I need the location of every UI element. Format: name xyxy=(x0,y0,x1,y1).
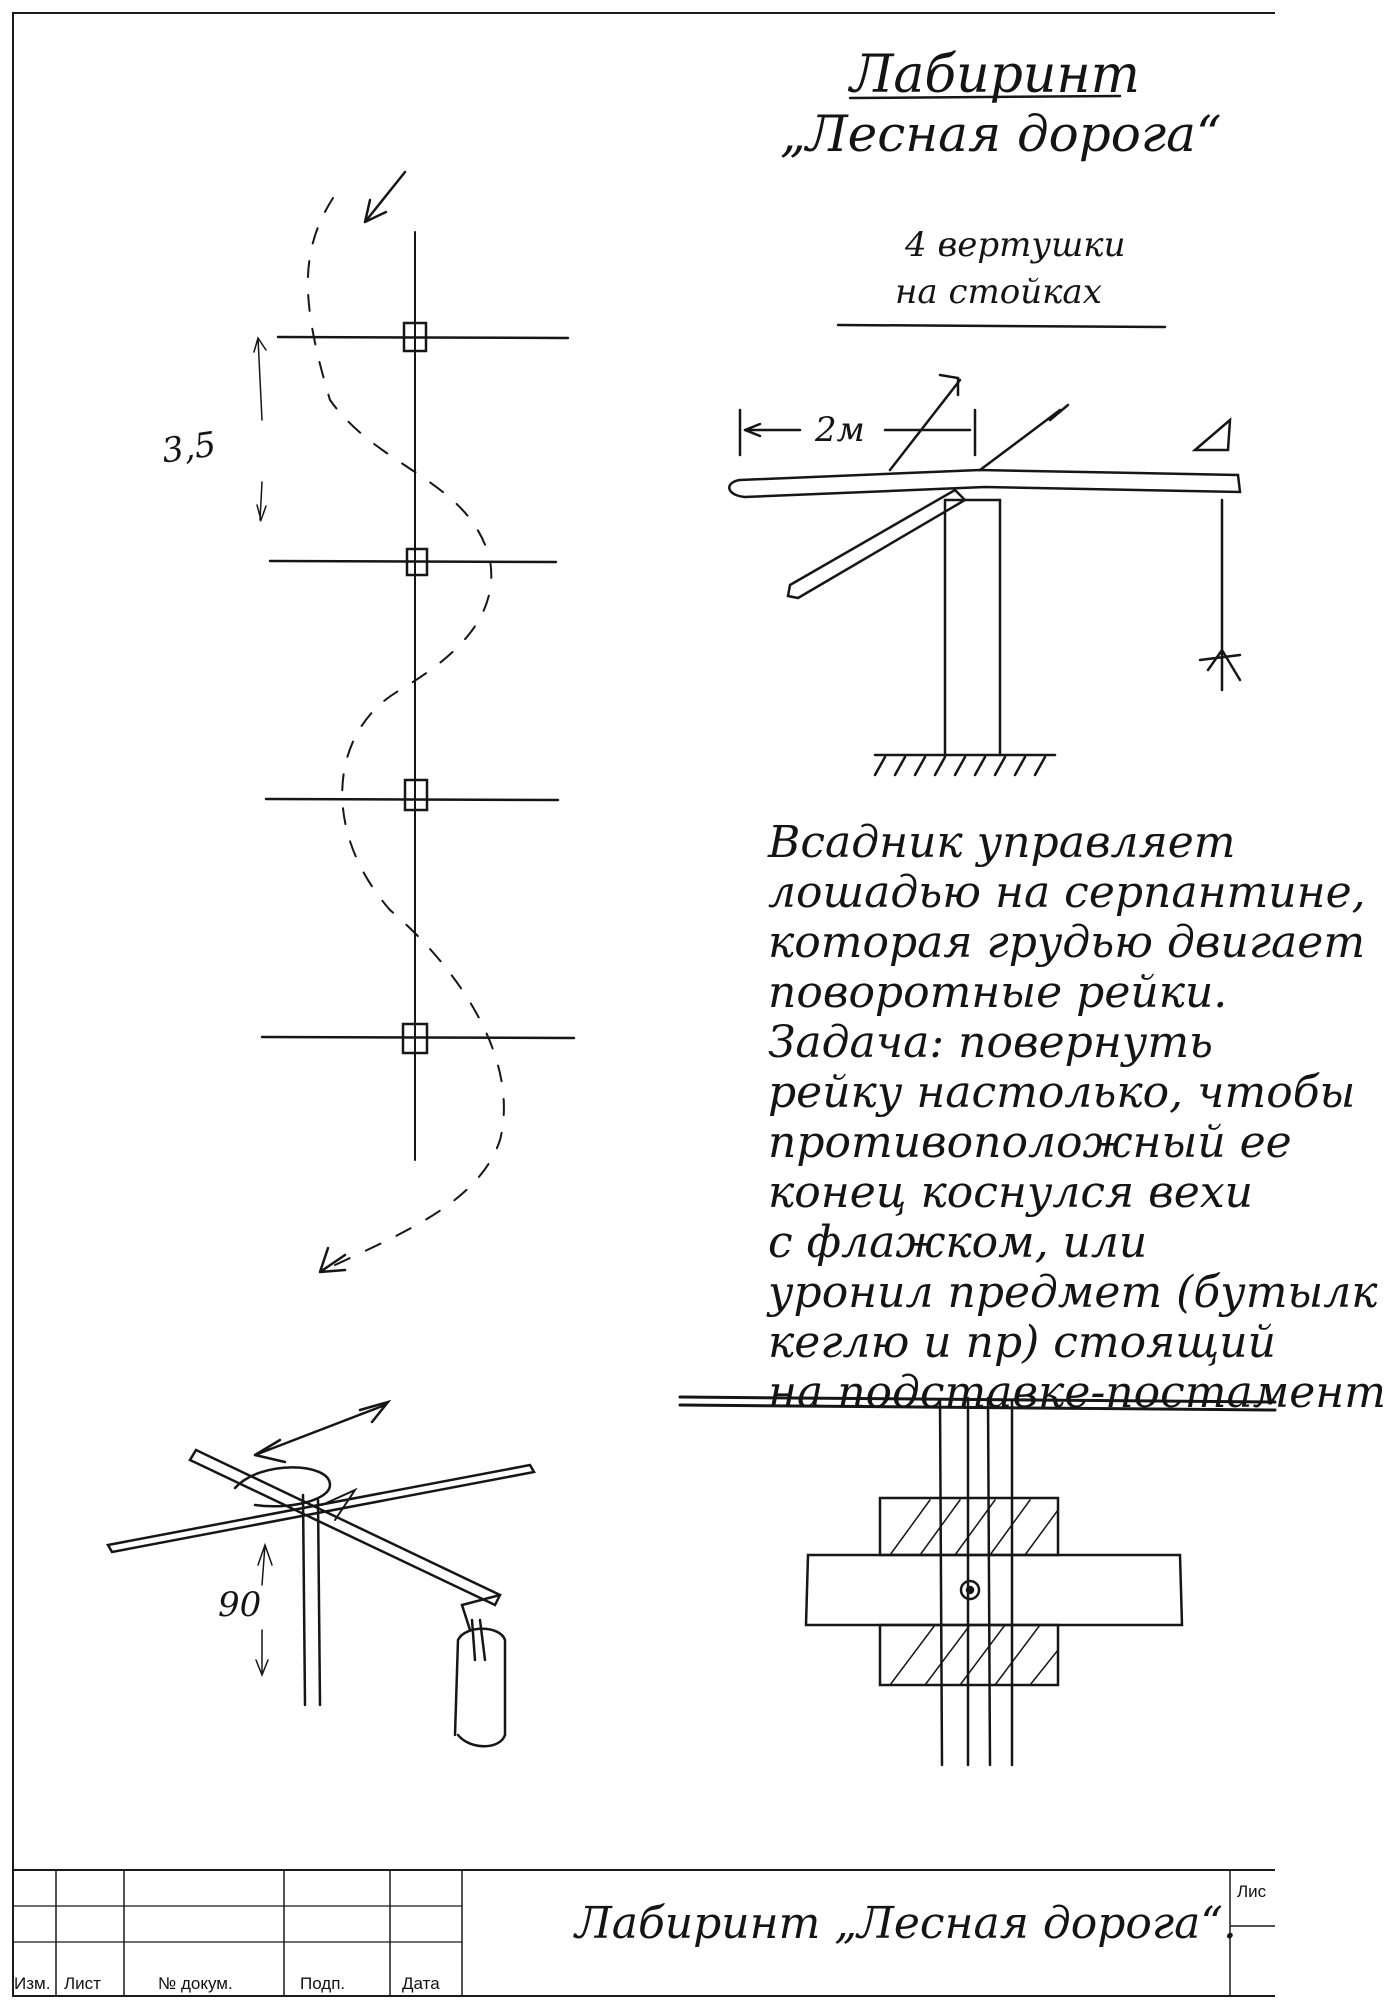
top-view-turnstiles xyxy=(262,232,574,1160)
col-date: Дата xyxy=(402,1974,440,1993)
height-label: 90 xyxy=(218,1585,262,1625)
col-doc-number: № докум. xyxy=(158,1974,233,1993)
subtitle-line1: 4 вертушки xyxy=(905,225,1126,265)
title-block-name: Лабиринт „Лесная дорога“. xyxy=(575,1898,1237,1949)
spacing-label: 3,5 xyxy=(159,424,219,472)
subtitle-underline xyxy=(838,325,1165,327)
title-underline xyxy=(850,96,1120,98)
subtitle-line2: на стойках xyxy=(895,272,1102,312)
path-arrow-end xyxy=(320,1248,345,1272)
description-line: которая грудью двигает xyxy=(768,917,1366,968)
spacing-dimension xyxy=(254,338,266,520)
description-line: конец коснулся вехи xyxy=(768,1167,1253,1218)
title-block-sheet: Лис xyxy=(1237,1882,1267,1901)
description-line: с флажком, или xyxy=(768,1217,1148,1268)
description-line: на подставке-постамент xyxy=(768,1367,1386,1418)
side-view-post xyxy=(729,375,1240,775)
flag-pole-stroke xyxy=(980,405,1068,470)
path-arrow-start xyxy=(365,172,405,222)
description-line: Задача: повернуть xyxy=(768,1017,1214,1068)
rider-path xyxy=(308,198,504,1265)
bearing-section xyxy=(806,1398,1182,1765)
col-signature: Подп. xyxy=(300,1974,346,1993)
perspective-view xyxy=(108,1402,534,1746)
description-line: противоположный ее xyxy=(768,1117,1292,1168)
arm-length-label: 2м xyxy=(815,410,865,450)
description-line: кеглю и пр) стоящий xyxy=(768,1317,1276,1368)
col-izm: Изм. xyxy=(14,1974,51,1993)
rotated-bar xyxy=(788,490,965,598)
description-line: уронил предмет (бутылк xyxy=(768,1267,1378,1318)
col-list: Лист xyxy=(64,1974,101,1993)
description-line: поворотные рейки. xyxy=(768,967,1228,1018)
drawing-title-line1: Лабиринт xyxy=(850,45,1140,105)
description-line: рейку настолько, чтобы xyxy=(768,1067,1356,1118)
description-line: лошадью на серпантине, xyxy=(768,867,1366,918)
description-line: Всадник управляет xyxy=(768,817,1236,868)
drawing-title-line2: „Лесная дорога“ xyxy=(780,105,1222,163)
description xyxy=(768,818,1386,1418)
